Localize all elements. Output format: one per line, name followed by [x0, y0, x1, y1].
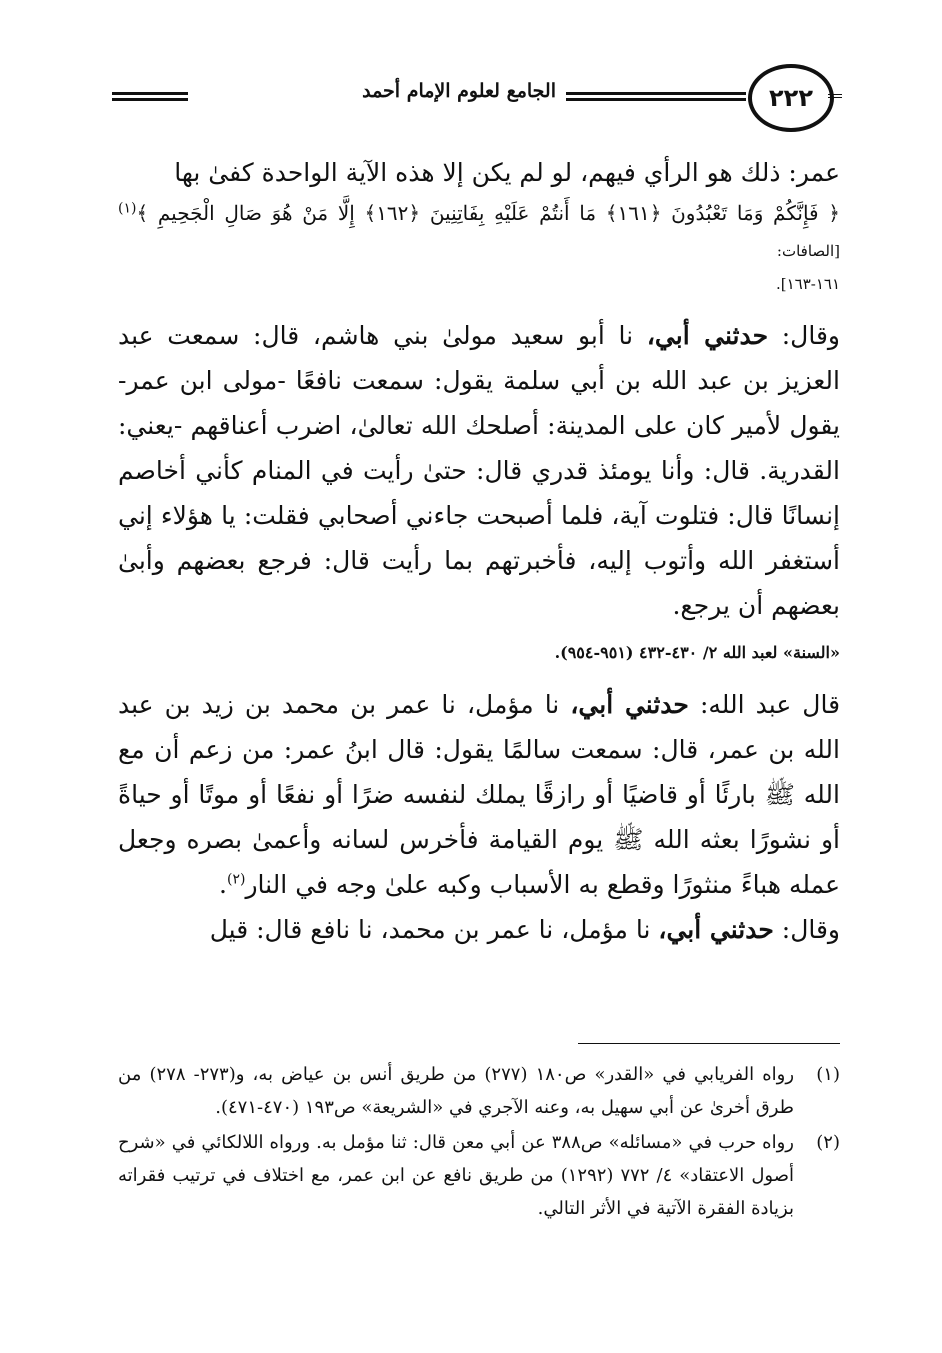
header-rule-left [112, 92, 188, 101]
paragraph-line: عمر: ذلك هو الرأي فيهم، لو لم يكن إلا هذه الآية الواحدة كفىٰ بها [174, 158, 840, 187]
narration-paragraph: قال عبد الله: حدثني أبي، نا مؤمل، نا عمر بن محمد بن زيد بن عبد الله بن عمر، قال: سمعت سالمًا يقول: قال ابنُ عمر: من زعم أن مع الله ﷺ بارئًا أو قاضيًا أو رازقًا يملك لنفسه ضرًا أو نفعًا أو موتًا أو حياةً أو نشورًا بعثه الله ﷺ يوم القيامة فأخرس لسانه وأعمىٰ بصره وجعل عمله هباءً منثورًا وقطع به الأسباب وكبه علىٰ وجه في النار$^{(٢)}$. [118, 690, 841, 899]
source-citation: «السنة» لعبد الله ٢/ ٤٣٠-٤٣٢ (٩٥١-٩٥٤). [554, 643, 840, 662]
footnote-text: رواه الفريابي في «القدر» ص١٨٠ (٢٧٧) من طريق أنس بن عياض به، و(٢٧٣- ٢٧٨) من طرق أخرىٰ عن أبي سهيل به، وعنه الآجري في «الشريعة» ص١٩٣ (٤٧٠-٤٧١). [118, 1064, 795, 1118]
page-header [112, 64, 842, 134]
narrator-phrase: حدثني أبي، [658, 915, 774, 944]
quran-verse [118, 195, 840, 269]
main-text [118, 150, 840, 952]
footnote-item [118, 1126, 840, 1225]
footnote-divider [578, 1043, 840, 1044]
footnotes [118, 1058, 840, 1227]
footnote-number: (٢) [816, 1132, 840, 1153]
verse-reference: [الصافات: [776, 242, 840, 260]
verse-reference-end: ١٦١-١٦٣]. [775, 275, 840, 293]
narrator-phrase: حدثني أبي، [646, 321, 769, 350]
footnote-item [118, 1058, 840, 1124]
footnote-marker: (١) [118, 200, 137, 217]
narrator-phrase: حدثني أبي، [570, 690, 689, 719]
header-rule-middle [566, 92, 746, 101]
page-number: ٢٢٢ [748, 64, 834, 132]
narration-paragraph: وقال: حدثني أبي، نا أبو سعيد مولىٰ بني هاشم، قال: سمعت عبد العزيز بن عبد الله بن أبي سلمة يقول: سمعت نافعًا -مولى ابن عمر- يقول لأمير كان على المدينة: أصلحك الله تعالىٰ، اضرب أعناقهم -يعني: القدرية. قال: وأنا يومئذ قدري قال: حتىٰ رأيت في المنام كأني أخاصم إنسانًا قال: فتلوت آية، فلما أصبحت جاءني أصحابي فقلت: يا هؤلاء إني أستغفر الله وأتوب إليه، فأخبرتهم بما رأيت قال: فرجع بعضهم وأبىٰ بعضهم أن يرجع. [118, 321, 840, 620]
quran-text: ﴿ فَإِنَّكُمْ وَمَا تَعْبُدُونَ ﴿١٦١﴾ مَا أَنتُمْ عَلَيْهِ بِفَاتِنِينَ ﴿١٦٢﴾ إِلَّا مَنْ هُوَ صَالِ الْجَحِيمِ ﴾ [136, 201, 840, 225]
book-title: الجامع لعلوم الإمام أحمد [362, 80, 556, 102]
header-rule-right [828, 94, 842, 101]
footnote-marker: (٢) [226, 871, 246, 888]
footnote-number: (١) [816, 1064, 840, 1085]
footnote-text: رواه حرب في «مسائله» ص٣٨٨ عن أبي معن قال: ثنا مؤمل به. ورواه اللالكائي في «شرح أصول الاعتقاد» ٤/ ٧٧٢ (١٢٩٢) من طريق نافع عن ابن عمر، مع اختلاف في ترتيب فقراته بزيادة الفقرة الآتية في الأثر التالي. [118, 1132, 794, 1219]
narration-paragraph: وقال: حدثني أبي، نا مؤمل، نا عمر بن محمد، نا نافع قال: قيل [209, 915, 840, 944]
